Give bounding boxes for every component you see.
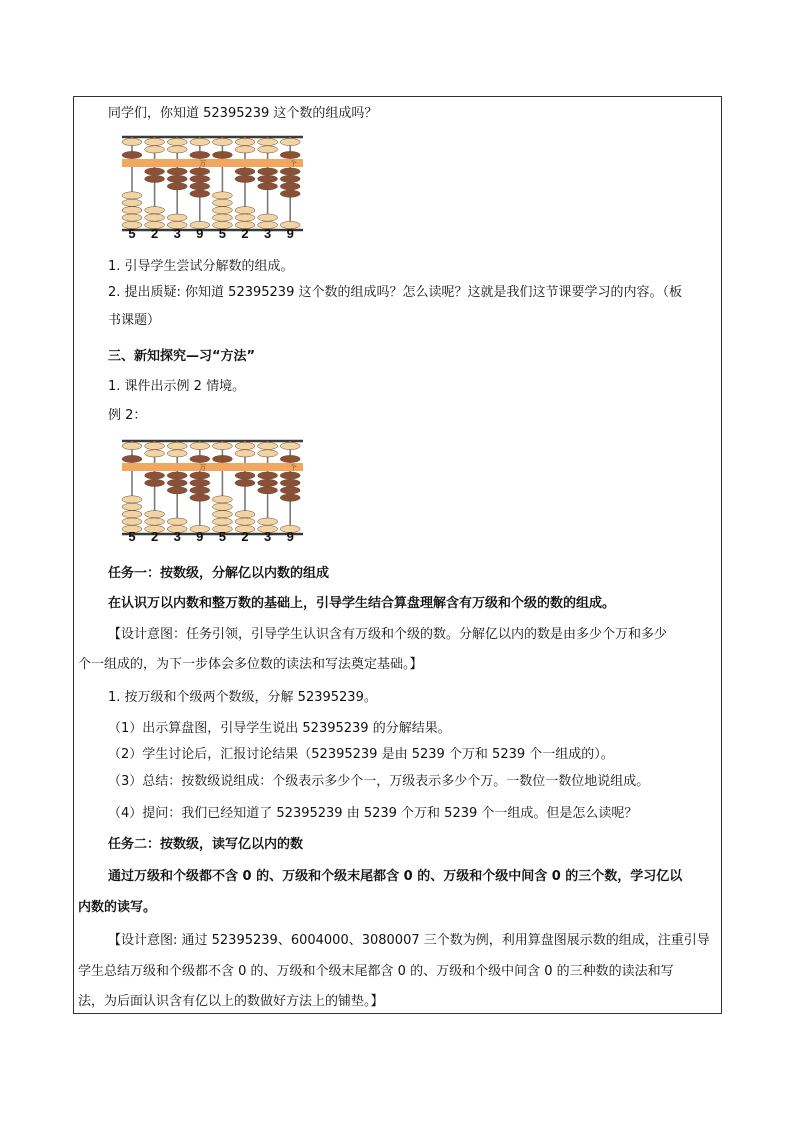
abacus-bead: [145, 146, 165, 153]
sub-step-1: （1）出示算盘图，引导学生说出 52395239 的分解结果。: [108, 721, 451, 736]
abacus-bead: [212, 455, 232, 462]
abacus-figure-2: [120, 438, 305, 538]
abacus-bead: [235, 442, 255, 449]
abacus-bead: [258, 487, 278, 494]
abacus-bead: [167, 442, 187, 449]
abacus-bead: [167, 175, 187, 182]
abacus-bead: [235, 511, 255, 518]
abacus-bead: [122, 442, 142, 449]
abacus-bead: [235, 138, 255, 145]
abacus-bead: [212, 138, 232, 145]
abacus-bead: [280, 151, 300, 158]
abacus-bead: [235, 518, 255, 525]
abacus-bead: [280, 138, 300, 145]
abacus-bead: [167, 146, 187, 153]
task-1-step: 1. 按万级和个级两个数级，分解 52395239。: [108, 690, 377, 705]
abacus-bead: [167, 214, 187, 221]
abacus-digit-label: 9: [196, 226, 204, 241]
abacus-bead: [190, 479, 210, 486]
task-1-title: 任务一：按数级，分解亿以内数的组成: [108, 566, 330, 581]
abacus-bead: [258, 472, 278, 479]
abacus-bead: [235, 214, 255, 221]
abacus-bead: [280, 183, 300, 190]
abacus-bead: [145, 207, 165, 214]
abacus-bead: [212, 511, 232, 518]
abacus-bead: [190, 472, 210, 479]
abacus-bead: [280, 190, 300, 197]
abacus-bead: [258, 442, 278, 449]
design-intent-2: 【设计意图: 通过 52395239、6004000、3080007 三个数为例，利用算盘图展示数的组成，注重引导: [108, 933, 710, 948]
abacus-bead: [122, 138, 142, 145]
abacus-bead: [122, 151, 142, 158]
courseware-step: 1. 课件出示例 2 情境。: [108, 379, 246, 394]
abacus-bead: [190, 183, 210, 190]
abacus-bead: [212, 442, 232, 449]
abacus-digit-label: 9: [286, 226, 294, 241]
abacus-bead: [167, 168, 187, 175]
abacus-bead: [212, 503, 232, 510]
abacus-bead: [235, 207, 255, 214]
abacus-bead: [190, 151, 210, 158]
abacus-beam: [122, 463, 303, 471]
abacus-bead: [167, 138, 187, 145]
abacus-bead: [167, 472, 187, 479]
sub-step-4: （4）提问：我们已经知道了 52395239 由 5239 个万和 5239 个一组成。但是怎么读呢？: [108, 806, 638, 821]
task-2-desc: 通过万级和个级都不含 0 的、万级和个级末尾都含 0 的、万级和个级中间含 0 的三个数，学习亿以: [108, 869, 683, 884]
abacus-bead: [122, 518, 142, 525]
abacus-bead: [145, 175, 165, 182]
abacus-digit-label: 2: [150, 226, 159, 241]
abacus-bead: [167, 487, 187, 494]
abacus-digit-label: 9: [286, 529, 294, 544]
intro-question: 同学们，你知道 52395239 这个数的组成吗？: [108, 106, 378, 121]
abacus-bead: [235, 146, 255, 153]
abacus-bead: [258, 168, 278, 175]
abacus-bead: [145, 472, 165, 479]
task-2-desc-cont: 内数的读写。: [78, 900, 157, 915]
abacus-bead: [280, 479, 300, 486]
place-label-ge: 个: [289, 463, 297, 472]
sub-step-3: （3）总结：按数级说组成：个级表示多少个一，万级表示多少个万。一数位一数位地说组成。: [108, 774, 650, 789]
abacus-bead: [258, 175, 278, 182]
abacus-bead: [258, 479, 278, 486]
abacus-digit-label: 2: [241, 529, 249, 544]
abacus-bead: [145, 450, 165, 457]
abacus-bead: [280, 455, 300, 462]
abacus-bead: [145, 442, 165, 449]
abacus-digit-label: 3: [173, 529, 181, 544]
abacus-digit-label: 5: [218, 529, 226, 544]
abacus-bead: [235, 175, 255, 182]
example-label: 例 2：: [108, 408, 147, 423]
abacus-bead: [258, 183, 278, 190]
abacus-digit-label: 5: [218, 226, 226, 241]
design-intent-1-cont: 个一组成的，为下一步体会多位数的读法和写法奠定基础。】: [78, 657, 423, 672]
abacus-bead: [122, 199, 142, 206]
abacus-bead: [167, 450, 187, 457]
abacus-bead: [212, 207, 232, 214]
abacus-digit-label: 2: [150, 529, 159, 544]
abacus-bead: [145, 518, 165, 525]
abacus-bead: [190, 190, 210, 197]
abacus-bead: [190, 138, 210, 145]
abacus-bead: [145, 168, 165, 175]
abacus-bead: [280, 472, 300, 479]
abacus-bead: [280, 168, 300, 175]
abacus-bead: [280, 175, 300, 182]
abacus-bead: [190, 487, 210, 494]
abacus-bead: [122, 214, 142, 221]
step-1: 1. 引导学生尝试分解数的组成。: [108, 259, 294, 274]
task-1-desc: 在认识万以内数和整万数的基础上，引导学生结合算盘理解含有万级和个级的数的组成。: [108, 596, 616, 611]
abacus-bead: [145, 479, 165, 486]
abacus-bead: [122, 207, 142, 214]
abacus-beam: [122, 159, 303, 167]
place-label-wan: 万: [199, 463, 207, 472]
abacus-bead: [235, 450, 255, 457]
abacus-bead: [212, 199, 232, 206]
design-intent-2-cont: 学生总结万级和个级都不含 0 的、万级和个级末尾都含 0 的、万级和个级中间含 0 的三种数的读法和写: [78, 964, 674, 979]
abacus-bead: [167, 183, 187, 190]
abacus-bead: [145, 214, 165, 221]
abacus-digit-label: 9: [196, 529, 204, 544]
step-2: 2. 提出质疑: 你知道 52395239 这个数的组成吗？怎么读呢？这就是我们这节课要学习的内容。（板: [108, 285, 682, 300]
abacus-digit-label: 3: [173, 226, 181, 241]
section-heading: 三、新知探究—习“方法”: [108, 349, 256, 364]
task-2-title: 任务二：按数级，读写亿以内的数: [108, 837, 304, 852]
abacus-bead: [258, 138, 278, 145]
abacus-bead: [122, 455, 142, 462]
sub-step-2: （2）学生讨论后，汇报讨论结果（52395239 是由 5239 个万和 5239 个一组成的）。: [108, 747, 614, 762]
abacus-bead: [280, 442, 300, 449]
abacus-digit-label: 2: [241, 226, 249, 241]
abacus-bead: [235, 168, 255, 175]
abacus-figure-1: [120, 134, 305, 234]
abacus-bead: [122, 503, 142, 510]
abacus-digit-label: 3: [263, 529, 272, 544]
step-2-cont: 书课题）: [108, 313, 161, 328]
abacus-bead: [122, 496, 142, 503]
design-intent-1: 【设计意图：任务引领，引导学生认识含有万级和个级的数。分解亿以内的数是由多少个万和多少: [108, 627, 668, 642]
abacus-bead: [190, 455, 210, 462]
abacus-bead: [212, 214, 232, 221]
abacus-bead: [190, 442, 210, 449]
abacus-bead: [167, 479, 187, 486]
abacus-bead: [235, 472, 255, 479]
abacus-digits-1: [120, 226, 305, 242]
abacus-digit-label: 5: [128, 226, 136, 241]
place-label-wan: 万: [199, 159, 207, 168]
abacus-bead: [145, 138, 165, 145]
place-label-ge: 个: [289, 159, 297, 168]
abacus-bead: [190, 168, 210, 175]
abacus-bead: [145, 511, 165, 518]
abacus-bead: [235, 479, 255, 486]
abacus-bead: [190, 494, 210, 501]
abacus-bead: [167, 518, 187, 525]
abacus-bead: [212, 192, 232, 199]
abacus-bead: [258, 214, 278, 221]
abacus-bead: [258, 518, 278, 525]
abacus-bead: [280, 494, 300, 501]
abacus-bead: [122, 192, 142, 199]
abacus-bead: [212, 151, 232, 158]
abacus-digit-label: 3: [263, 226, 272, 241]
abacus-digits-2: [120, 529, 305, 545]
abacus-bead: [258, 450, 278, 457]
abacus-bead: [280, 487, 300, 494]
abacus-bead: [258, 146, 278, 153]
abacus-bead: [212, 518, 232, 525]
abacus-digit-label: 5: [128, 529, 136, 544]
abacus-bead: [190, 175, 210, 182]
abacus-bead: [212, 496, 232, 503]
abacus-bead: [122, 511, 142, 518]
design-intent-2-end: 法，为后面认识含有亿以上的数做好方法上的铺垫。】: [78, 994, 384, 1009]
